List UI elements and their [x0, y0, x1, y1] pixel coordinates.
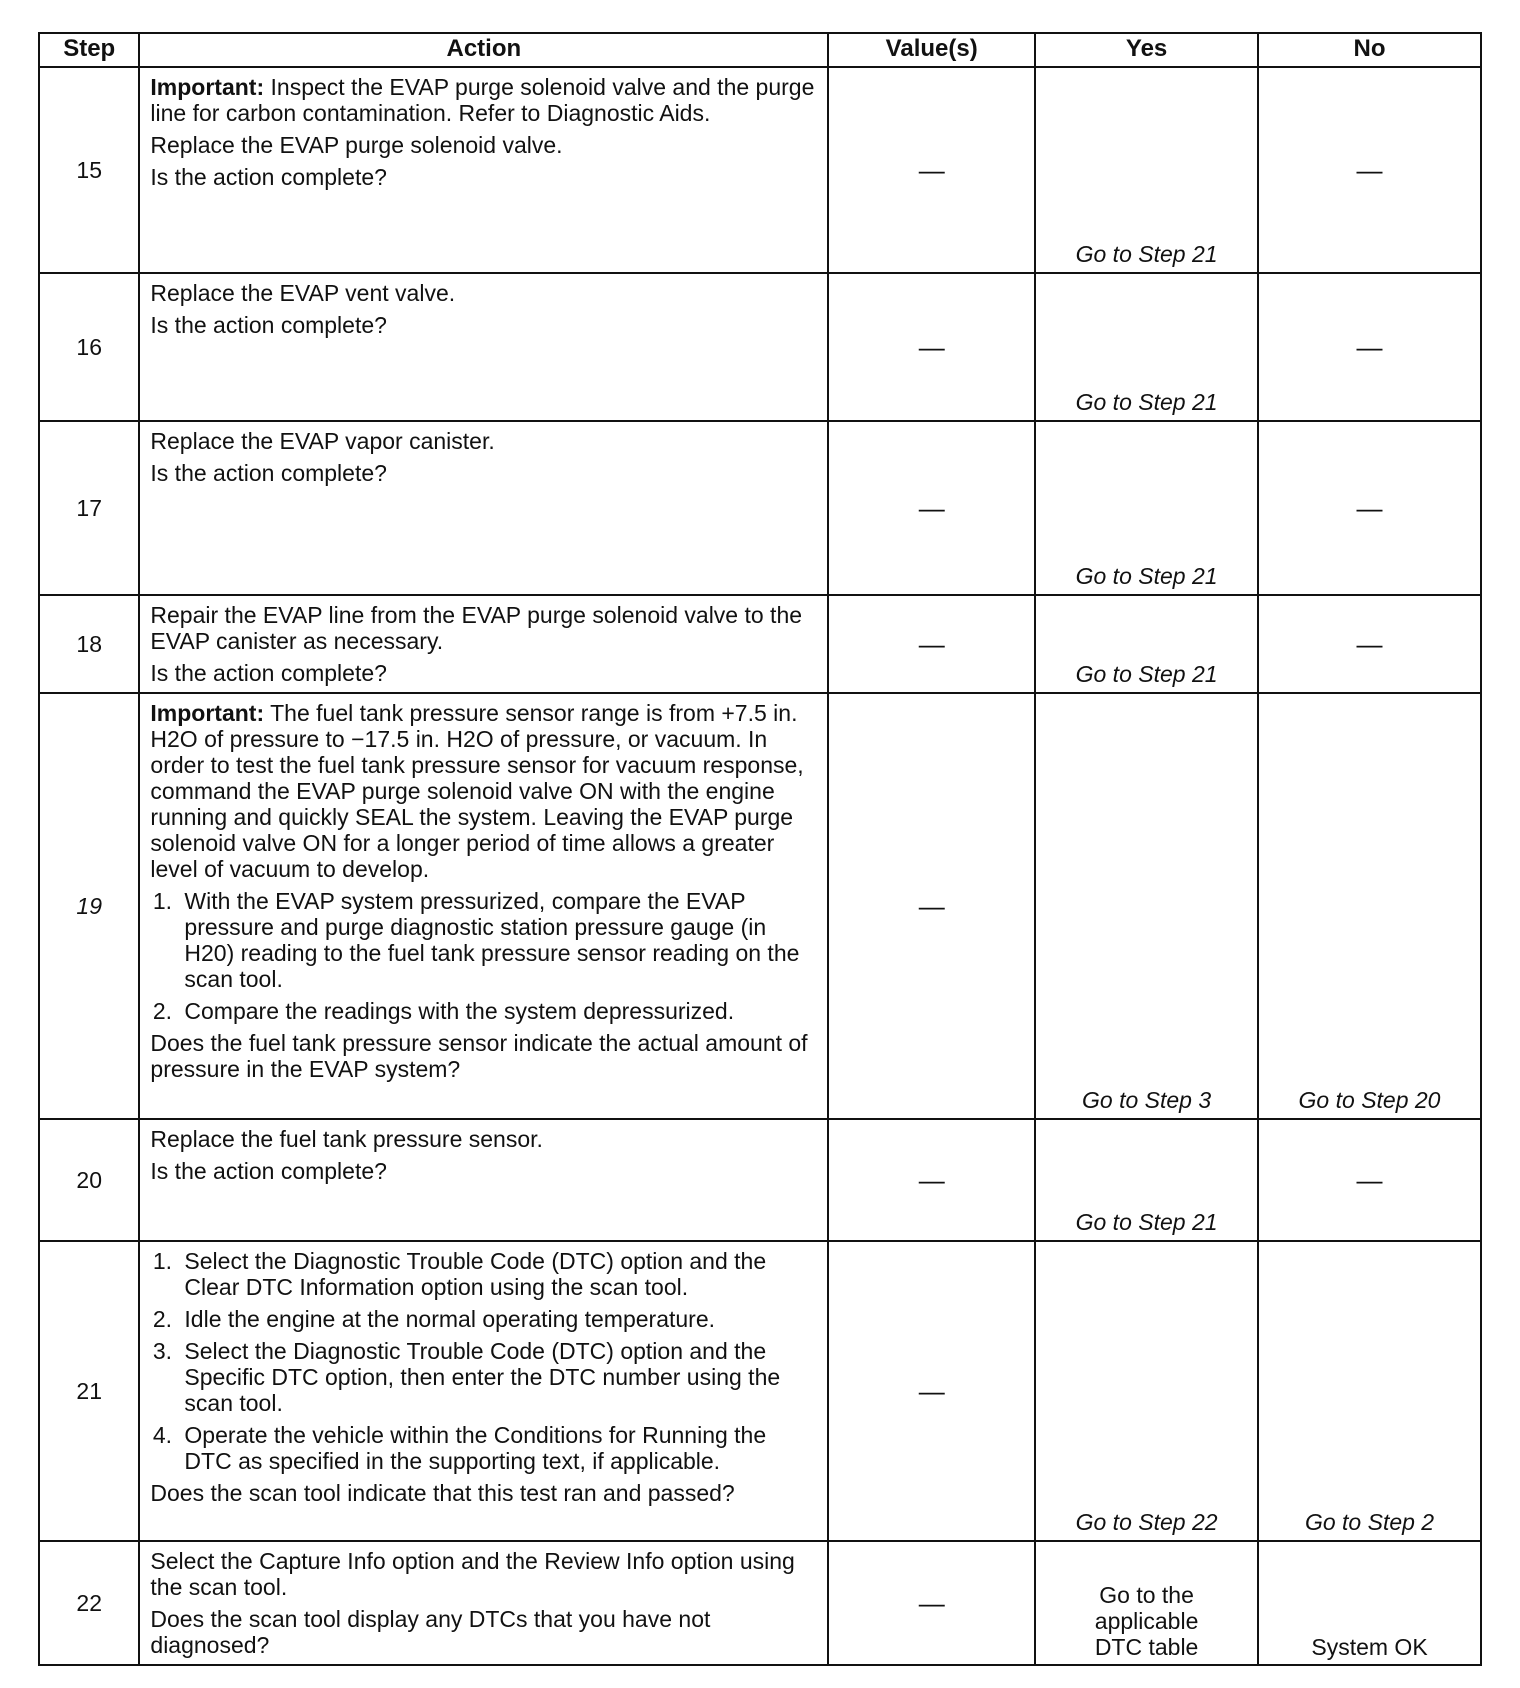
- action-instruction: Repair the EVAP line from the EVAP purge solenoid valve to the EVAP canister as necessary.: [150, 602, 803, 654]
- action-cell: [139, 67, 828, 273]
- action-question: Is the action complete?: [150, 312, 387, 338]
- value-cell: —: [828, 693, 1035, 1119]
- action-question: Does the fuel tank pressure sensor indicate the actual amount of pressure in the EVAP system?: [150, 1030, 808, 1082]
- step-number: 20: [39, 1119, 139, 1241]
- table-row-16: [39, 273, 1481, 421]
- no-cell: —: [1258, 67, 1481, 273]
- action-instruction: Replace the EVAP vent valve.: [150, 280, 456, 306]
- list-item: 1. Select the Diagnostic Trouble Code (DTC) option and the Clear DTC Information option using the scan tool.: [178, 1248, 817, 1300]
- action-instruction: Replace the EVAP purge solenoid valve.: [150, 132, 563, 158]
- step-number: 16: [39, 273, 139, 421]
- yes-link[interactable]: Go to the applicable DTC table: [1094, 1582, 1199, 1660]
- list-item: 3. Select the Diagnostic Trouble Code (DTC) option and the Specific DTC option, then enter the DTC number using the scan tool.: [178, 1338, 817, 1416]
- step-number: 21: [39, 1241, 139, 1541]
- yes-link[interactable]: Go to Step 3: [1082, 1087, 1212, 1113]
- no-cell: —: [1258, 421, 1481, 595]
- value-cell: —: [828, 595, 1035, 693]
- yes-link[interactable]: Go to Step 21: [1075, 661, 1218, 687]
- list-item: 2. Compare the readings with the system depressurized.: [178, 998, 817, 1024]
- important-text: The fuel tank pressure sensor range is from +7.5 in. H2O of pressure to −17.5 in. H2O of pressure, or vacuum. In order to test the fuel tank pressure sensor for vacuum response, command the EVAP purge solenoid valve ON with the engine running and quickly SEAL the system. Leaving the EVAP purge solenoid valve ON for a longer period of time allows a greater level of vacuum to develop.: [150, 700, 804, 882]
- no-cell: —: [1258, 595, 1481, 693]
- yes-cell: [1035, 595, 1258, 693]
- step-number: 17: [39, 421, 139, 595]
- list-item: 4. Operate the vehicle within the Conditions for Running the DTC as specified in the supporting text, if applicable.: [178, 1422, 817, 1474]
- action-question: Does the scan tool indicate that this test ran and passed?: [150, 1480, 735, 1506]
- action-question: Is the action complete?: [150, 660, 387, 686]
- value-cell: —: [828, 421, 1035, 595]
- action-cell: [139, 1541, 828, 1665]
- important-text: Inspect the EVAP purge solenoid valve and the purge line for carbon contamination. Refer to Diagnostic Aids.: [150, 74, 815, 126]
- value-cell: —: [828, 273, 1035, 421]
- yes-cell: [1035, 693, 1258, 1119]
- yes-cell: [1035, 273, 1258, 421]
- table-row-21: [39, 1241, 1481, 1541]
- action-instruction: Replace the fuel tank pressure sensor.: [150, 1126, 543, 1152]
- no-cell: —: [1258, 1119, 1481, 1241]
- yes-cell: [1035, 67, 1258, 273]
- value-cell: —: [828, 1241, 1035, 1541]
- no-link[interactable]: Go to Step 20: [1298, 1087, 1441, 1113]
- yes-cell: [1035, 1119, 1258, 1241]
- action-question: Is the action complete?: [150, 164, 387, 190]
- action-question: Is the action complete?: [150, 1158, 387, 1184]
- header-yes: Yes: [1035, 33, 1258, 67]
- action-cell: [139, 421, 828, 595]
- table-row-15: [39, 67, 1481, 273]
- action-question: Is the action complete?: [150, 460, 387, 486]
- header-step: Step: [39, 33, 139, 67]
- header-no: No: [1258, 33, 1481, 67]
- header-action: Action: [139, 33, 828, 67]
- step-list: [150, 888, 817, 1024]
- no-cell: —: [1258, 273, 1481, 421]
- yes-cell: [1035, 421, 1258, 595]
- yes-link[interactable]: Go to Step 21: [1075, 1209, 1218, 1235]
- table-row-17: [39, 421, 1481, 595]
- no-cell: [1258, 693, 1481, 1119]
- yes-link[interactable]: Go to Step 21: [1075, 389, 1218, 415]
- step-number: 18: [39, 595, 139, 693]
- table-row-19: [39, 693, 1481, 1119]
- action-cell: [139, 693, 828, 1119]
- action-instruction: Select the Capture Info option and the Review Info option using the scan tool.: [150, 1548, 795, 1600]
- action-cell: [139, 1241, 828, 1541]
- yes-link[interactable]: Go to Step 21: [1075, 241, 1218, 267]
- step-list: [150, 1248, 817, 1474]
- yes-cell: [1035, 1241, 1258, 1541]
- action-cell: [139, 273, 828, 421]
- step-number: 15: [39, 67, 139, 273]
- important-label: Important:: [150, 74, 265, 100]
- no-link[interactable]: Go to Step 2: [1304, 1509, 1435, 1535]
- table-row-18: [39, 595, 1481, 693]
- yes-link[interactable]: Go to Step 22: [1075, 1509, 1218, 1535]
- header-row: [39, 33, 1481, 67]
- value-cell: —: [828, 1119, 1035, 1241]
- step-number: 22: [39, 1541, 139, 1665]
- action-cell: [139, 1119, 828, 1241]
- step-number: 19: [39, 693, 139, 1119]
- diagnostic-table: [38, 32, 1482, 1666]
- value-cell: —: [828, 1541, 1035, 1665]
- yes-link[interactable]: Go to Step 21: [1075, 563, 1218, 589]
- action-cell: [139, 595, 828, 693]
- yes-cell: [1035, 1541, 1258, 1665]
- action-question: Does the scan tool display any DTCs that you have not diagnosed?: [150, 1606, 711, 1658]
- no-result: System OK: [1311, 1634, 1428, 1660]
- list-item: 2. Idle the engine at the normal operating temperature.: [178, 1306, 817, 1332]
- list-item: 1. With the EVAP system pressurized, compare the EVAP pressure and purge diagnostic station pressure gauge (in H20) reading to the fuel tank pressure sensor reading on the scan tool.: [178, 888, 817, 992]
- table-row-22: [39, 1541, 1481, 1665]
- action-instruction: Replace the EVAP vapor canister.: [150, 428, 495, 454]
- important-label: Important:: [150, 700, 265, 726]
- no-cell: [1258, 1241, 1481, 1541]
- no-cell: [1258, 1541, 1481, 1665]
- table-row-20: [39, 1119, 1481, 1241]
- header-values: Value(s): [828, 33, 1035, 67]
- value-cell: —: [828, 67, 1035, 273]
